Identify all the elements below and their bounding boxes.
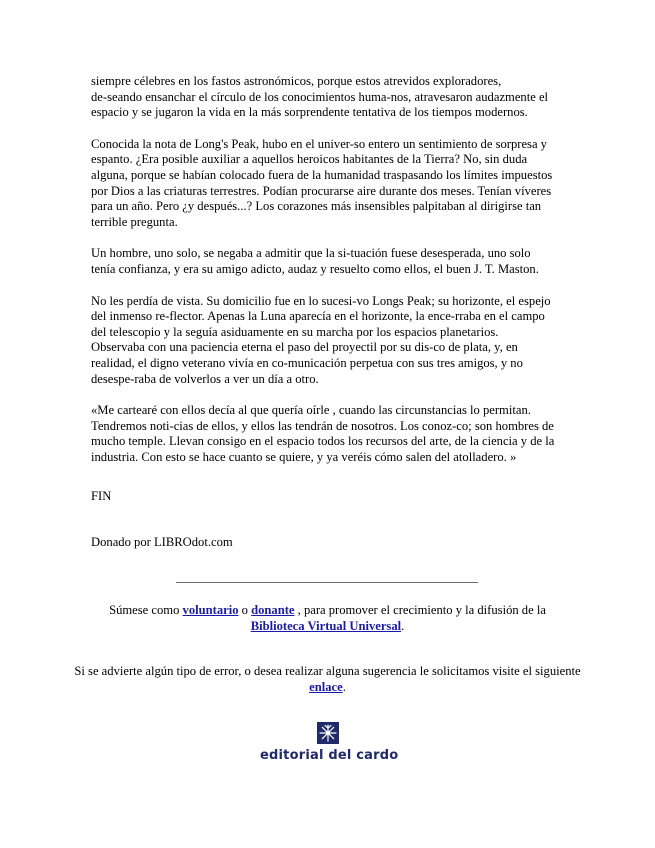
text-line: terrible pregunta.: [91, 214, 178, 229]
text-line: para un año. Pero ¿y después...? Los corazones más insensibles palpitaban al dirigirse tan: [91, 199, 542, 214]
promo-prefix: Súmese como: [109, 603, 183, 617]
text-line: Tendremos noti-cias de ellos, y ellos las tendrán de nosotros. Los conoz-co; son hombres de: [91, 418, 554, 433]
separator-rule: [176, 582, 478, 583]
voluntario-link[interactable]: voluntario: [182, 603, 239, 617]
text-line: de-seando ensanchar el círculo de los conocimientos huma-nos, atravesaron audazmente el: [91, 89, 549, 104]
text-line: realidad, el digno veterano vivía en co-municación perpetua con sus tres amigos, y no: [91, 355, 523, 370]
text-line: Conocida la nota de Long's Peak, hubo en el univer-so entero un sentimiento de sorpresa y: [91, 136, 547, 151]
error-end: .: [342, 679, 346, 694]
text-line: del inmenso re-flector. Apenas la Luna aparecía en el horizonte, la ence-rraba en el campo: [91, 309, 545, 324]
text-line: por Dios a las criaturas terrestres. Podían procurarse aire durante dos meses. Tenían víveres: [91, 183, 552, 198]
donante-link[interactable]: donante: [251, 603, 295, 617]
error-report-text: [60, 664, 595, 695]
text-line: Un hombre, uno solo, se negaba a admitir que la si-tuación fuese desesperada, uno solo: [91, 246, 531, 261]
biblioteca-link[interactable]: Biblioteca Virtual Universal: [250, 618, 402, 633]
text-line: desespe-raba de volverlos a ver un día a otro.: [91, 371, 319, 386]
fin-label: FIN: [91, 489, 112, 503]
enlace-link[interactable]: enlace: [309, 679, 343, 694]
logo-text: editorial del cardo: [260, 748, 399, 763]
text-line: alguna, porque se habían colocado fuera de la humanidad traspasando los límites impuestos: [91, 167, 553, 182]
error-text: Si se advierte algún tipo de error, o desea realizar alguna sugerencia le solicitamos visite el siguiente: [74, 664, 581, 678]
body-text: [91, 74, 579, 481]
text-line: No les perdía de vista. Su domicilio fue en lo sucesi-vo Longs Peak; su horizonte, el espejo: [91, 293, 551, 308]
paragraph: [91, 246, 579, 277]
text-line: tenía confianza, y era su amigo adicto, audaz y resuelto como ellos, el buen J. T. Maston.: [91, 261, 539, 276]
promo-suffix: , para promover el crecimiento y la difusión de la: [294, 603, 546, 617]
promo-text: [60, 603, 595, 634]
text-line: espanto. ¿Era posible auxiliar a aquellos heroicos habitantes de la Tierra? No, sin duda: [91, 152, 528, 167]
text-line: espacio y se jugaron la vida en la más sorprendente tentativa de los tiempos modernos.: [91, 105, 528, 120]
text-line: Observaba con una paciencia eterna el paso del proyectil por su dis-co de plata, y, en: [91, 340, 518, 355]
paragraph: [91, 74, 579, 121]
paragraph: [91, 137, 579, 231]
text-line: del telescopio y la seguía asiduamente en su marcha por los espacios planetarios.: [91, 324, 499, 339]
text-line: industria. Con esto se hace cuanto se quiere, y ya veréis cómo salen del atolladero. »: [91, 449, 517, 464]
cardo-star-icon: [317, 722, 339, 744]
text-line: «Me cartearé con ellos decía al que quería oírle , cuando las circunstancias lo permitan.: [91, 403, 531, 418]
text-line: mucho temple. Llevan consigo en el espacio todos los recursos del arte, de la ciencia y de la: [91, 434, 555, 449]
editorial-logo: [260, 722, 399, 772]
paragraph: [91, 403, 579, 465]
promo-end: .: [401, 618, 405, 633]
text-line: siempre célebres en los fastos astronómicos, porque estos atrevidos exploradores,: [91, 74, 502, 88]
promo-middle: o: [238, 603, 252, 617]
paragraph: [91, 294, 579, 388]
donado-credit: Donado por LIBROdot.com: [91, 535, 233, 549]
